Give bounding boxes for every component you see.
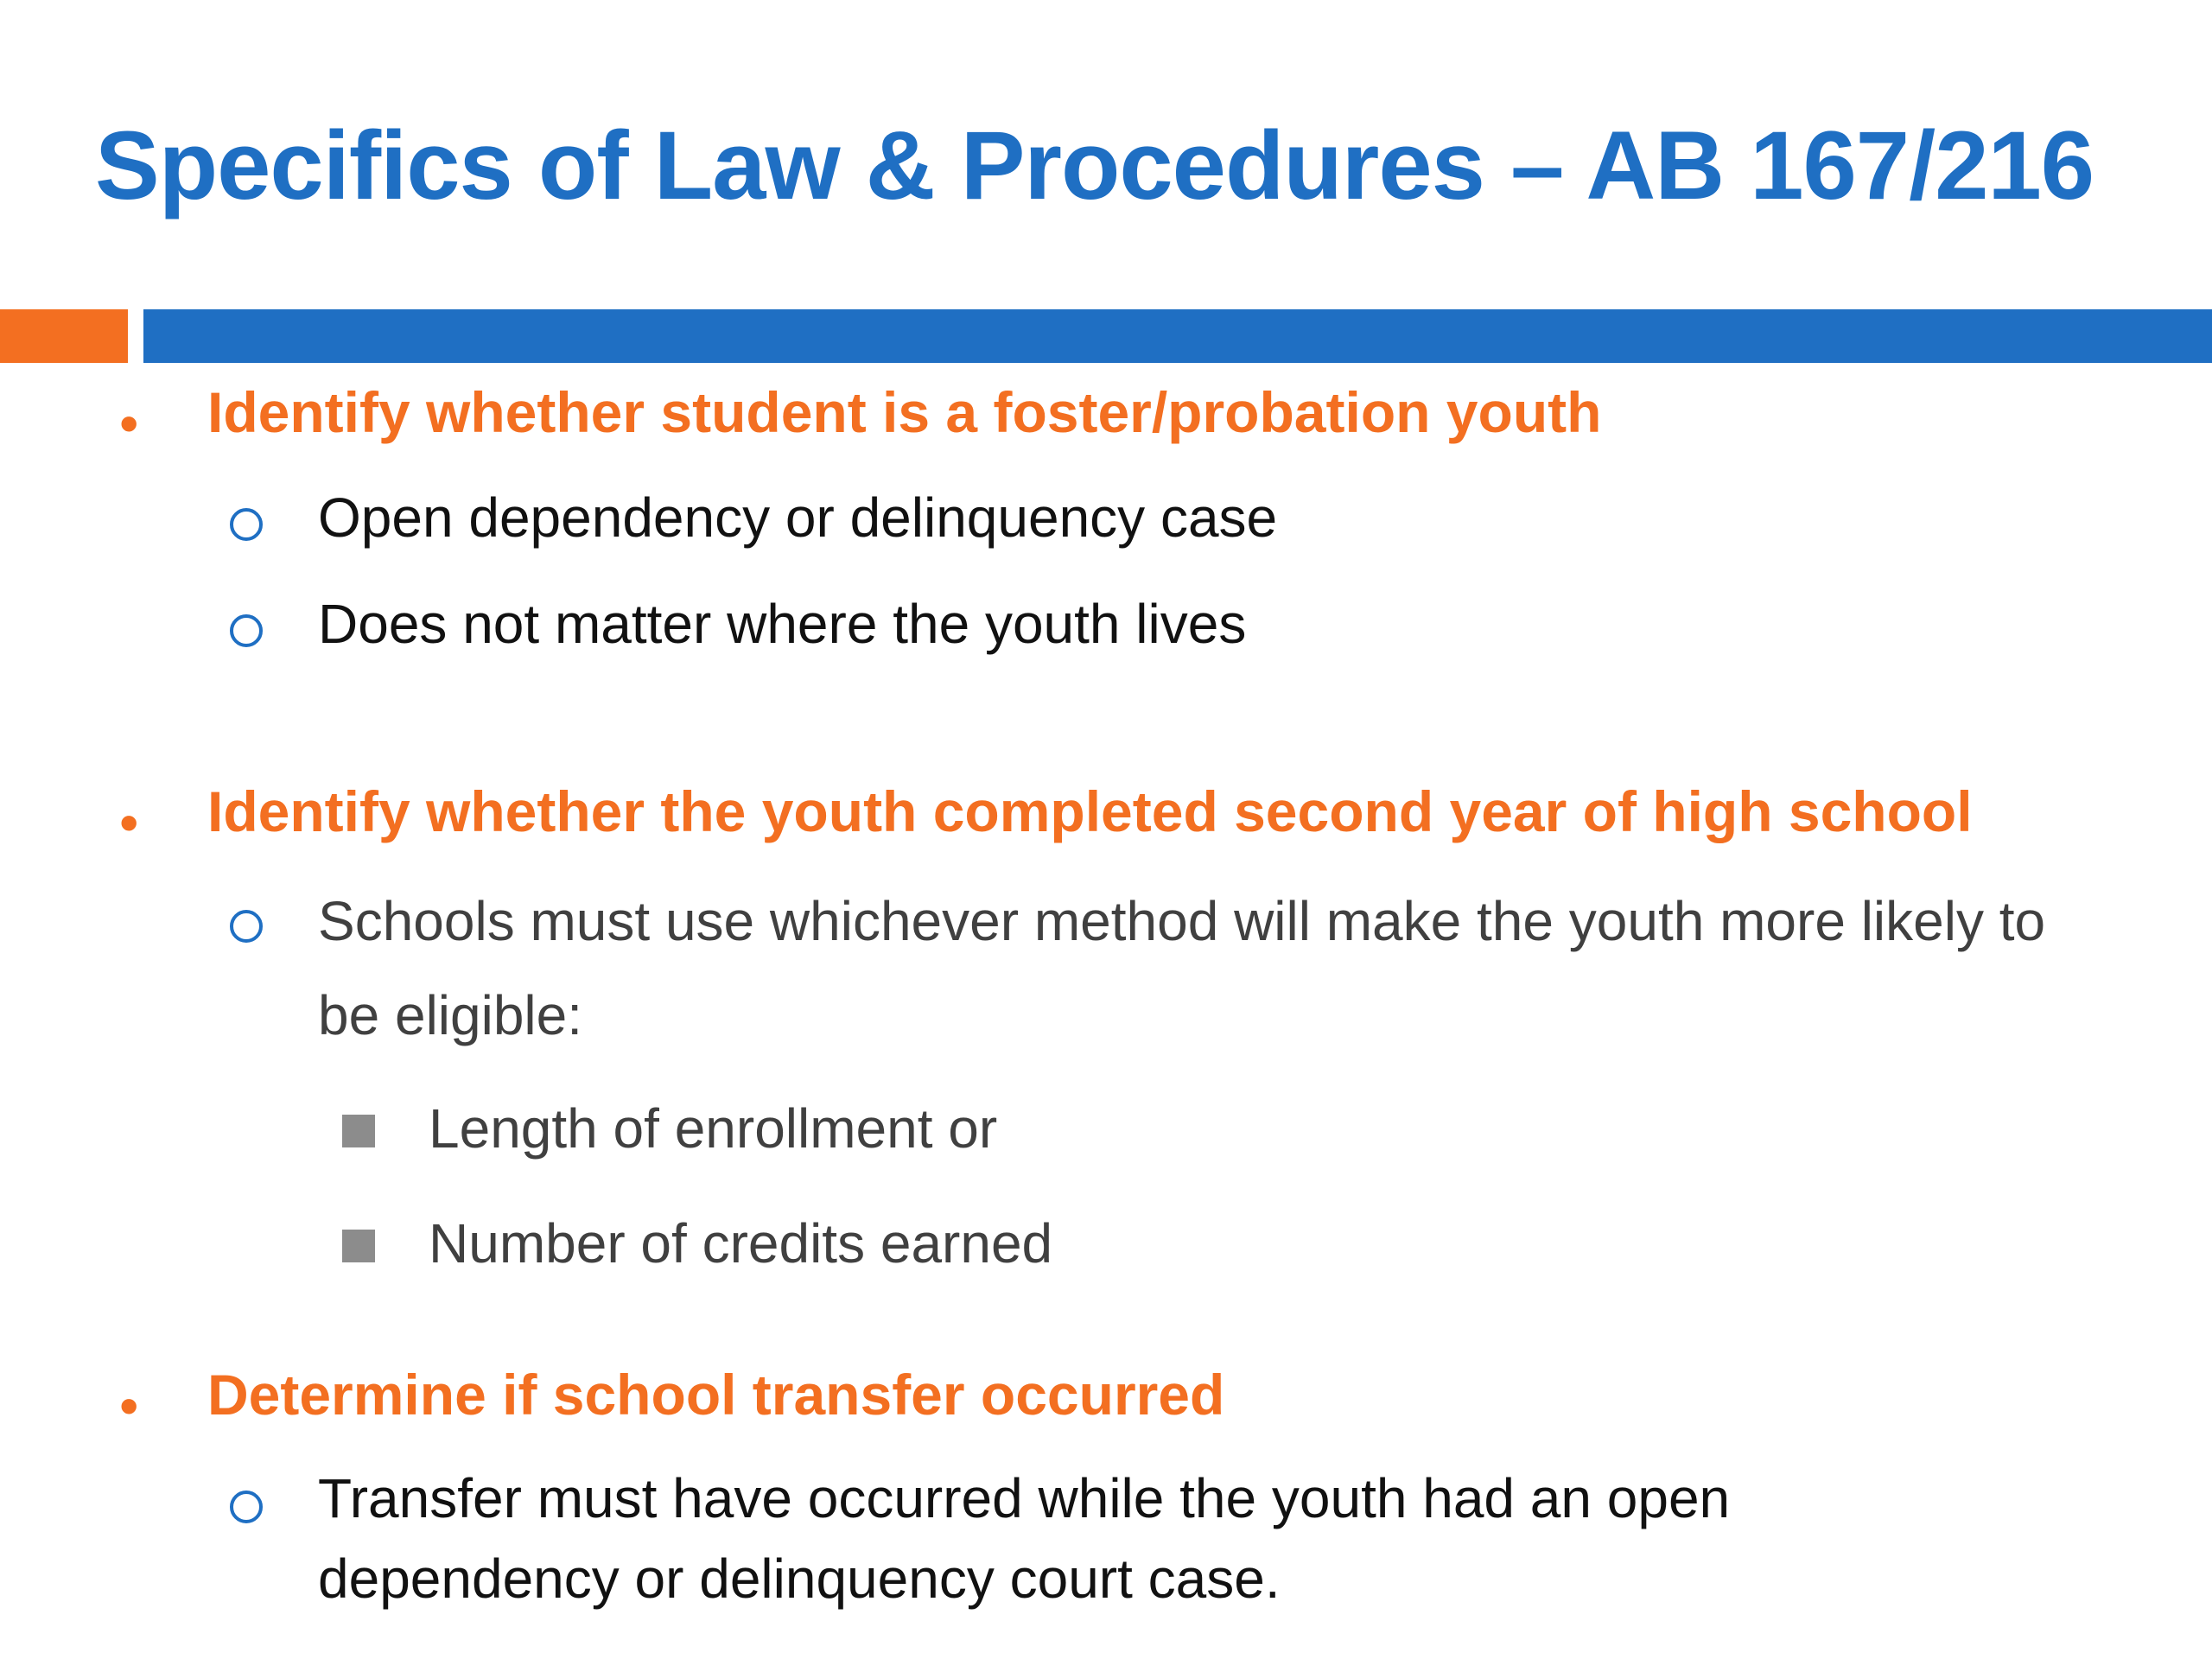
square-bullet-icon xyxy=(342,1230,375,1262)
bullet-heading-second-year: Identify whether the youth completed second year of high school xyxy=(207,779,1973,843)
bullet-dot-icon: • xyxy=(119,1375,139,1437)
bullet-dot-icon: • xyxy=(119,392,139,454)
sub-bullet-transfer-case: Transfer must have occurred while the youth had an open dependency or delinquency court case. xyxy=(318,1467,1731,1610)
sub-bullet-open-case: Open dependency or delinquency case xyxy=(318,486,1278,549)
circle-bullet-icon xyxy=(230,1491,263,1523)
bullet-dot-icon: • xyxy=(119,791,139,854)
slide-title: Specifics of Law & Procedures – AB 167/216 xyxy=(95,111,2094,219)
circle-bullet-icon xyxy=(230,508,263,541)
circle-bullet-icon xyxy=(230,614,263,647)
square-bullet-icon xyxy=(342,1115,375,1147)
circle-bullet-icon xyxy=(230,910,263,943)
sub-bullet-method: Schools must use whichever method will make the youth more likely to be eligible: xyxy=(318,890,2046,1046)
bullet-heading-transfer: Determine if school transfer occurred xyxy=(207,1363,1225,1427)
bullet-heading-foster-youth: Identify whether student is a foster/probation youth xyxy=(207,380,1602,444)
sub-bullet-where-lives: Does not matter where the youth lives xyxy=(318,593,1247,655)
sub-sub-bullet-enrollment: Length of enrollment or xyxy=(429,1097,998,1160)
sub-sub-bullet-credits: Number of credits earned xyxy=(429,1212,1053,1274)
